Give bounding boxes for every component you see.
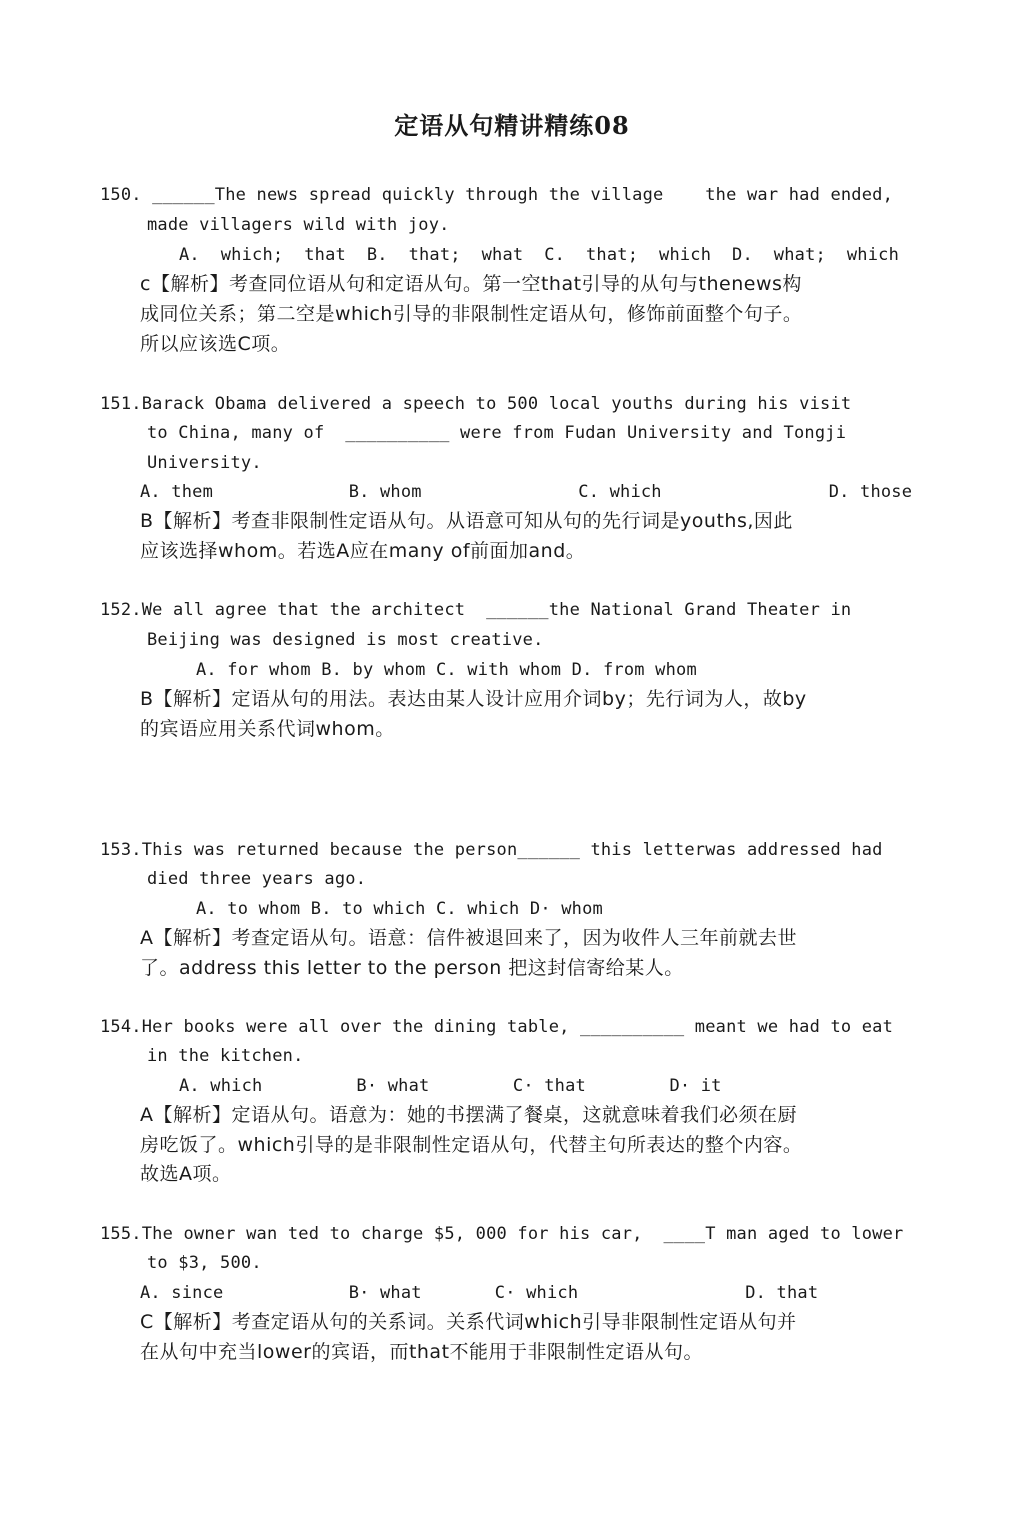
- question-150-answer-cont: 成同位关系；第二空是which引导的非限制性定语从句，修饰前面整个句子。: [140, 303, 803, 325]
- question-153-stem-cont: died three years ago.: [147, 869, 367, 889]
- question-151-answer-cont: 应该选择whom。若选A应在many of前面加and。: [140, 540, 586, 562]
- question-150-stem-cont: made villagers wild with joy.: [147, 215, 450, 235]
- question-153-options: A. to whom B. to which C. which D· whom: [196, 899, 603, 919]
- question-152-answer: B【解析】定语从句的用法。表达由某人设计应用介词by；先行词为人，故by: [140, 688, 807, 710]
- question-154-answer: A【解析】定语从句。语意为：她的书摆满了餐桌，这就意味着我们必须在厨: [140, 1104, 797, 1126]
- question-151-stem-cont: to China, many of __________ were from Fudan University and Tongji: [147, 423, 847, 443]
- question-150-answer-cont: 所以应该选C项。: [140, 333, 291, 355]
- question-151-options: A. them B. whom C. which D. those: [140, 482, 913, 502]
- question-151-stem: 151.Barack Obama delivered a speech to 500 local youths during his visit: [100, 394, 852, 414]
- question-152-options: A. for whom B. by whom C. with whom D. from whom: [196, 660, 697, 680]
- question-154-options: A. which B· what C· that D· it: [179, 1076, 722, 1096]
- question-155-options: A. since B· what C· which D. that: [140, 1283, 819, 1303]
- question-155-stem: 155.The owner wan ted to charge $5, 000 for his car, ____T man aged to lower: [100, 1224, 904, 1244]
- question-153-answer: A【解析】考查定语从句。语意：信件被退回来了，因为收件人三年前就去世: [140, 927, 797, 949]
- question-150-answer: c【解析】考查同位语从句和定语从句。第一空that引导的从句与thenews构: [140, 273, 802, 295]
- question-152-answer-cont: 的宾语应用关系代词whom。: [140, 718, 395, 740]
- question-153-answer-cont: 了。address this letter to the person 把这封信寄给某人。: [140, 957, 684, 979]
- question-152-stem: 152.We all agree that the architect ______the National Grand Theater in: [100, 600, 852, 620]
- page-title: 定语从句精讲精练08: [394, 111, 630, 140]
- question-150-stem: 150. ______The news spread quickly through the village the war had ended,: [100, 185, 894, 205]
- question-152-stem-cont: Beijing was designed is most creative.: [147, 630, 544, 650]
- question-150-options: A. which; that B. that; what C. that; which D. what; which: [179, 245, 900, 265]
- question-154-answer-cont: 故选A项。: [140, 1163, 232, 1185]
- question-155-answer-cont: 在从句中充当lower的宾语，而that不能用于非限制性定语从句。: [140, 1341, 704, 1363]
- question-151-answer: B【解析】考查非限制性定语从句。从语意可知从句的先行词是youths,因此: [140, 510, 793, 532]
- question-155-stem-cont: to $3, 500.: [147, 1253, 262, 1273]
- question-154-answer-cont: 房吃饭了。which引导的是非限制性定语从句，代替主句所表达的整个内容。: [140, 1134, 803, 1156]
- question-153-stem: 153.This was returned because the person______ this letterwas addressed had: [100, 840, 883, 860]
- question-154-stem-cont: in the kitchen.: [147, 1046, 304, 1066]
- question-155-answer: C【解析】考查定语从句的关系词。关系代词which引导非限制性定语从句并: [140, 1311, 797, 1333]
- question-154-stem: 154.Her books were all over the dining table, __________ meant we had to eat: [100, 1017, 894, 1037]
- question-151-stem-cont: University.: [147, 453, 262, 473]
